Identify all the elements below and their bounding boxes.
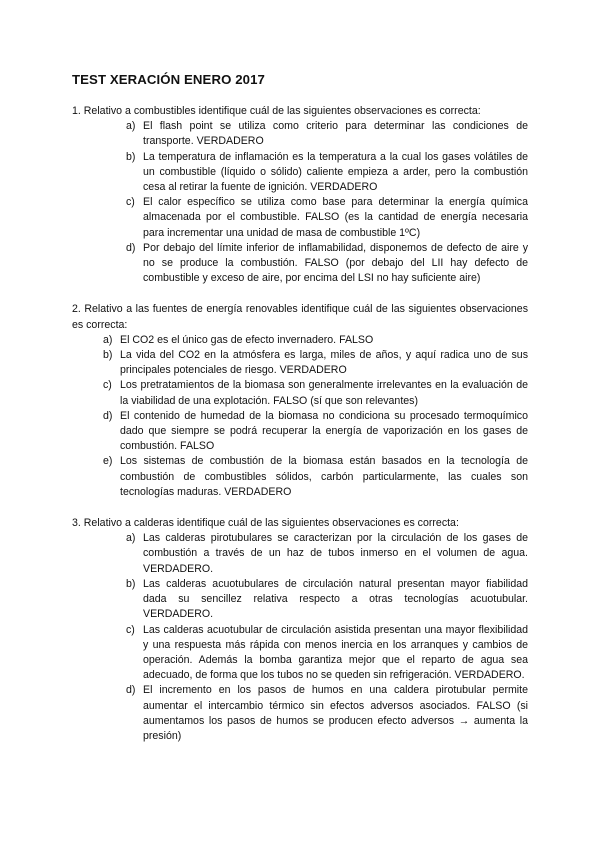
option-item (72, 150, 528, 196)
option-item (72, 531, 528, 577)
question-text: 1. Relativo a combustibles identifique cuál de las siguientes observaciones es correcta: (72, 105, 481, 117)
option-text: Los sistemas de combustión de la biomasa están basados en la tecnología de combustión de combustibles sólidos, carbón particularmente, las cuales son tecnologías maduras. VERDADERO (120, 455, 528, 498)
option-text: Los pretratamientos de la biomasa son generalmente irrelevantes en la evaluación de la viabilidad de una explotación. FALSO (sí que son relevantes) (120, 379, 528, 407)
option-list (72, 119, 528, 286)
option-item (72, 623, 528, 684)
option-letter: b) (103, 349, 113, 362)
question-1 (72, 104, 528, 286)
option-letter: a) (126, 120, 136, 133)
option-item (72, 333, 528, 348)
option-letter: d) (126, 241, 136, 254)
option-text: Por debajo del límite inferior de inflamabilidad, disponemos de defecto de aire y no se produce la combustión. FALSO (por debajo del LII hay defecto de combustible y exceso de aire, por encima del LSI no hay suficiente aire) (143, 241, 528, 285)
option-letter: c) (103, 379, 112, 392)
question-text: 3. Relativo a calderas identifique cuál de las siguientes observaciones es correcta: (72, 517, 459, 530)
option-item (72, 348, 528, 378)
document-title: TEST XERACIÓN ENERO 2017 (72, 72, 265, 87)
option-letter: b) (126, 150, 136, 163)
option-item (72, 409, 528, 455)
question-2 (72, 302, 528, 500)
option-letter: c) (126, 623, 135, 636)
option-item (72, 378, 528, 408)
option-list (72, 531, 528, 744)
question-text: 2. Relativo a las fuentes de energía renovables identifique cuál de las siguientes observaciones es correcta: (72, 303, 528, 331)
option-letter: e) (103, 455, 113, 468)
option-text: Las calderas acuotubular de circulación asistida presentan una mayor flexibilidad y una respuesta más rápida con menos inercia en los arranques y cambios de operación. Además la bomba garantiza mejor que el reparto de agua sea adecuado, de forma que los tubos no se queden sin refrigeración. VERDADERO. (143, 623, 528, 682)
option-text: Las calderas acuotubulares de circulación natural presentan mayor fiabilidad dada su sencillez relativa respecto a otras tecnologías acuotubular. VERDADERO. (143, 577, 528, 621)
option-text: La vida del CO2 en la atmósfera es larga, miles de años, y aquí radica uno de sus principales potenciales de riesgo. VERDADERO (120, 349, 528, 377)
option-item (72, 119, 528, 149)
option-letter: b) (126, 577, 136, 590)
option-item (72, 241, 528, 287)
question-3 (72, 516, 528, 744)
option-letter: d) (103, 409, 113, 422)
option-text: El contenido de humedad de la biomasa no condiciona su procesado termoquímico dado que siempre se podrá recuperar la energía de vaporización en los gases de combustión. FALSO (120, 409, 528, 453)
option-text: El flash point se utiliza como criterio para determinar las condiciones de transporte. VERDADERO (143, 120, 528, 148)
option-letter: c) (126, 196, 135, 209)
option-item (72, 454, 528, 500)
option-item (72, 195, 528, 241)
option-text: El incremento en los pasos de humos en una caldera pirotubular permite aumentar el intercambio térmico sin efectos adversos asociados. FALSO (si aumentamos los pasos de humos se producen efecto adversos → aumenta la presión) (143, 684, 528, 742)
option-text: La temperatura de inflamación es la temperatura a la cual los gases volátiles de un combustible (líquido o sólido) caliente empieza a arder, pero la combustión cesa al retirar la fuente de ignición. VERDADERO (143, 150, 528, 194)
option-item (72, 577, 528, 623)
option-item (72, 683, 528, 744)
option-letter: a) (103, 333, 113, 346)
option-letter: d) (126, 684, 136, 697)
option-text: El CO2 es el único gas de efecto invernadero. FALSO (120, 333, 374, 346)
option-text: Las calderas pirotubulares se caracterizan por la circulación de los gases de combustión a través de un haz de tubos inmerso en el volumen de agua. VERDADERO. (143, 532, 528, 575)
option-text: El calor específico se utiliza como base para determinar la energía química almacenada por el combustible. FALSO (es la cantidad de energía necesaria para incrementar una unidad de masa de combustible 1ºC) (143, 196, 528, 239)
option-letter: a) (126, 532, 136, 545)
option-list (72, 333, 528, 500)
